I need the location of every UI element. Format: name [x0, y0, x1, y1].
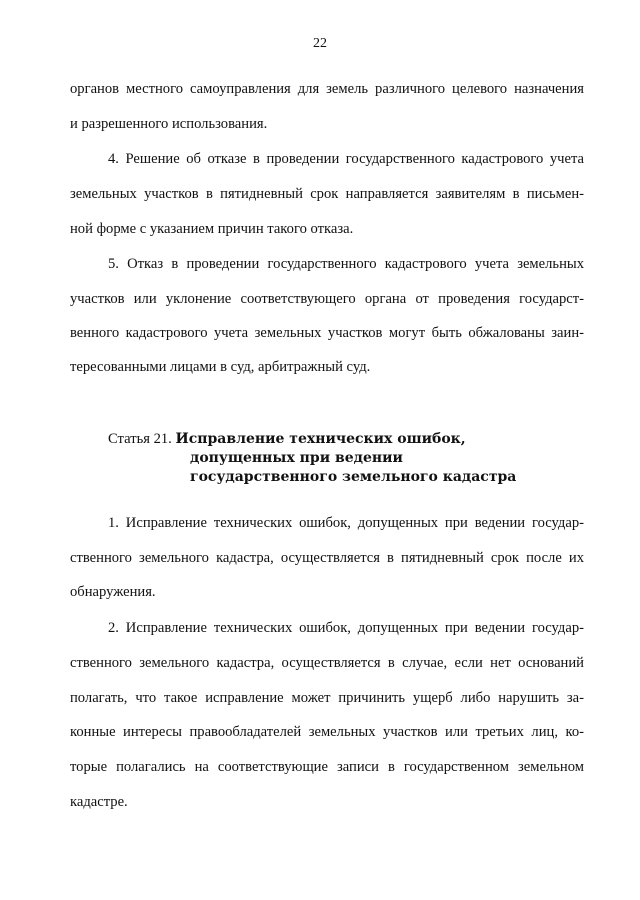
text-line: ной форме с указанием причин такого отказа. — [70, 221, 354, 237]
text-line: конные интересы правообладателей земельных участков или третьих лиц, ко- — [70, 724, 584, 740]
text-line: торые полагались на соответствующие записи в государственном земельном — [70, 759, 584, 775]
article-number: Статья 21. — [108, 431, 172, 447]
text-line: ственного земельного кадастра, осуществляется в пятидневный срок после их — [70, 550, 584, 566]
text-line: органов местного самоуправления для земель различного целевого назначения — [70, 81, 584, 97]
text-line: 1. Исправление технических ошибок, допущенных при ведении государ- — [108, 515, 584, 531]
article-heading-line — [190, 468, 516, 486]
article-heading-line — [190, 449, 403, 467]
text-line: 4. Решение об отказе в проведении государственного кадастрового учета — [108, 151, 584, 167]
article-title: Исправление технических ошибок, — [175, 431, 466, 447]
text-line: земельных участков в пятидневный срок направляется заявителям в письмен- — [70, 186, 584, 202]
text-line: венного кадастрового учета земельных участков могут быть обжалованы заин- — [70, 325, 584, 341]
text-line: ственного земельного кадастра, осуществляется в случае, если нет оснований — [70, 655, 584, 671]
page-number: 22 — [313, 36, 327, 51]
text-line: кадастре. — [70, 794, 128, 810]
text-line: тересованными лицами в суд, арбитражный суд. — [70, 359, 371, 375]
text-line: 2. Исправление технических ошибок, допущенных при ведении государ- — [108, 620, 584, 636]
text-line: участков или уклонение соответствующего органа от проведения государст- — [70, 291, 584, 307]
article-title: государственного земельного кадастра — [190, 469, 517, 485]
text-line: обнаружения. — [70, 584, 156, 600]
article-heading-line — [108, 430, 466, 448]
article-title: допущенных при ведении — [190, 450, 403, 466]
text-line: и разрешенного использования. — [70, 116, 268, 132]
text-line: 5. Отказ в проведении государственного кадастрового учета земельных — [108, 256, 584, 272]
text-line: полагать, что такое исправление может причинить ущерб либо нарушить за- — [70, 690, 584, 706]
